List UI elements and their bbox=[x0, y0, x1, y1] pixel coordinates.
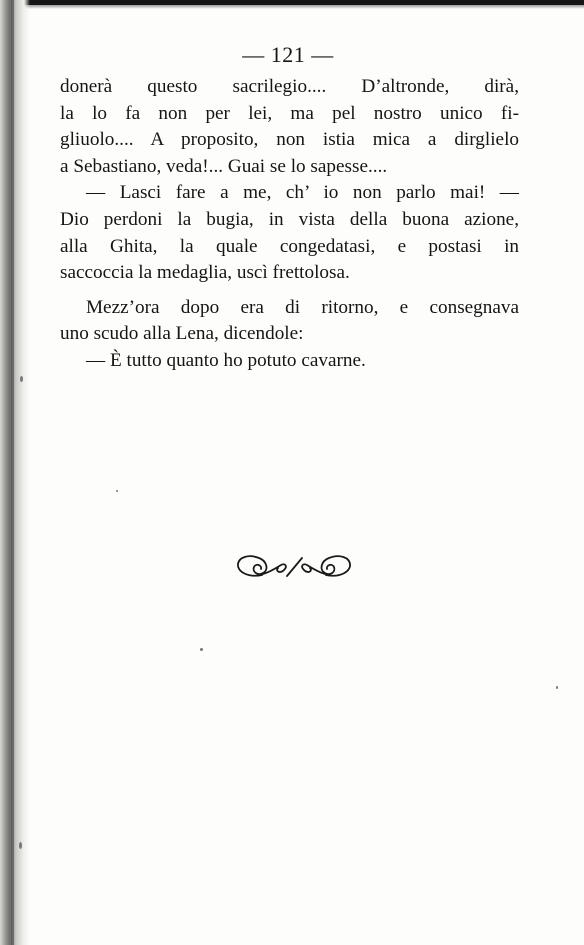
paragraph-gap bbox=[60, 287, 519, 295]
text-line: alla Ghita, la quale congedatasi, e postasi in bbox=[60, 235, 519, 257]
text-line: Dio perdoni la bugia, in vista della buona azione, bbox=[60, 208, 519, 230]
body-text bbox=[60, 74, 519, 375]
ornament-divider bbox=[232, 550, 356, 584]
text-line: a Sebastiano, veda!... Guai se lo sapesse.... bbox=[60, 155, 388, 177]
paper-speck bbox=[556, 686, 558, 689]
paper-speck bbox=[19, 842, 22, 849]
text-line: donerà questo sacrilegio.... D’altronde, dirà, bbox=[60, 76, 519, 97]
text-line: Mezz’ora dopo era di ritorno, e consegnava bbox=[86, 296, 519, 318]
binding-gutter bbox=[0, 0, 30, 945]
paper-speck bbox=[200, 648, 203, 651]
text-line: saccoccia la medaglia, uscì frettolosa. bbox=[60, 262, 350, 284]
text-line: uno scudo alla Lena, dicendole: bbox=[60, 323, 304, 345]
page-number: — 121 — bbox=[242, 42, 334, 67]
text-line: — È tutto quanto ho potuto cavarne. bbox=[86, 349, 366, 371]
text-line: — Lasci fare a me, ch’ io non parlo mai! — bbox=[86, 182, 519, 204]
text-line: gliuolo.... A proposito, non istia mica a dirglielo bbox=[60, 129, 519, 151]
page-top-shadow bbox=[0, 5, 584, 9]
binding-gutter-line bbox=[11, 0, 14, 945]
paper-speck bbox=[20, 376, 23, 382]
text-line: la lo fa non per lei, ma pel nostro unico fi- bbox=[60, 102, 519, 124]
paper-speck bbox=[116, 490, 118, 492]
